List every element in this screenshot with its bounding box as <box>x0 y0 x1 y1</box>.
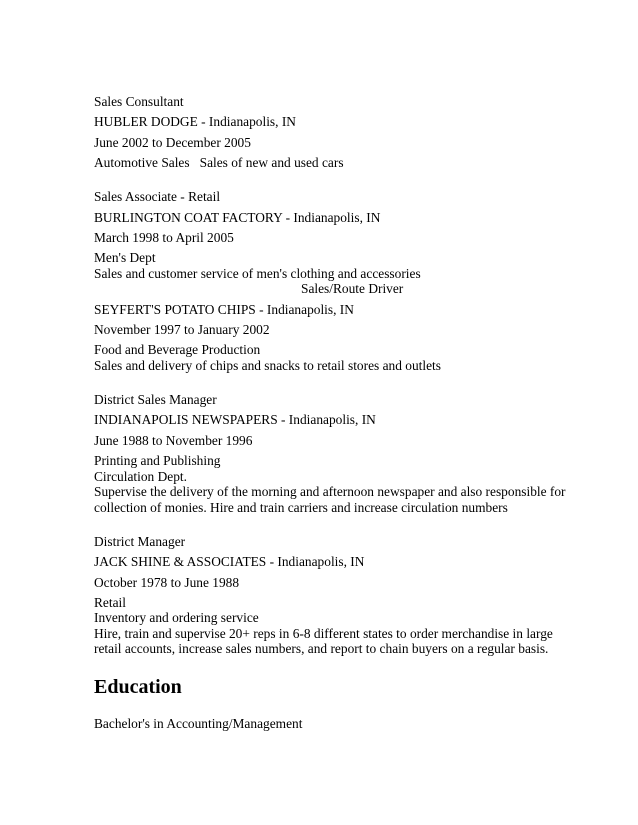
job-detail: Sales and delivery of chips and snacks to retail stores and outlets <box>94 357 441 373</box>
job-dates: June 2002 to December 2005 <box>94 134 251 150</box>
job-employer: BURLINGTON COAT FACTORY - Indianapolis, IN <box>94 209 381 225</box>
job-detail: Automotive Sales Sales of new and used cars <box>94 154 344 170</box>
job-dates: June 1988 to November 1996 <box>94 432 253 448</box>
job-entry <box>94 281 564 373</box>
job-detail: collection of monies. Hire and train carriers and increase circulation numbers <box>94 499 508 515</box>
job-dates: October 1978 to June 1988 <box>94 574 240 590</box>
job-detail: Supervise the delivery of the morning and afternoon newspaper and also responsible for <box>94 484 566 500</box>
job-title: District Sales Manager <box>94 392 217 408</box>
job-title: Sales/Route Driver <box>301 281 404 297</box>
job-title: Sales Associate - Retail <box>94 189 221 205</box>
job-detail: Sales and customer service of men's clothing and accessories <box>94 265 421 281</box>
job-employer: SEYFERT'S POTATO CHIPS - Indianapolis, IN <box>94 301 354 317</box>
job-entry <box>94 94 564 170</box>
job-detail: Hire, train and supervise 20+ reps in 6-8 different states to order merchandise in large <box>94 625 553 641</box>
job-detail: Retail <box>94 594 126 610</box>
education-heading: Education <box>94 675 182 698</box>
job-employer: INDIANAPOLIS NEWSPAPERS - Indianapolis, IN <box>94 412 376 428</box>
job-employer: HUBLER DODGE - Indianapolis, IN <box>94 114 296 130</box>
job-employer: JACK SHINE & ASSOCIATES - Indianapolis, IN <box>94 554 365 570</box>
job-dates: March 1998 to April 2005 <box>94 229 234 245</box>
job-detail: Printing and Publishing <box>94 453 221 469</box>
education-degree: Bachelor's in Accounting/Management <box>94 715 303 731</box>
job-detail: Inventory and ordering service <box>94 610 259 626</box>
job-detail: Men's Dept <box>94 250 156 266</box>
job-title: District Manager <box>94 534 186 550</box>
education-section <box>94 675 564 732</box>
job-entry <box>94 534 564 657</box>
job-entry <box>94 189 564 281</box>
job-detail: retail accounts, increase sales numbers, and report to chain buyers on a regular basis. <box>94 641 549 657</box>
job-detail: Circulation Dept. <box>94 468 187 484</box>
job-title: Sales Consultant <box>94 94 184 109</box>
resume-page <box>94 94 564 731</box>
job-entry <box>94 392 564 515</box>
job-detail: Food and Beverage Production <box>94 342 261 358</box>
job-dates: November 1997 to January 2002 <box>94 321 270 337</box>
